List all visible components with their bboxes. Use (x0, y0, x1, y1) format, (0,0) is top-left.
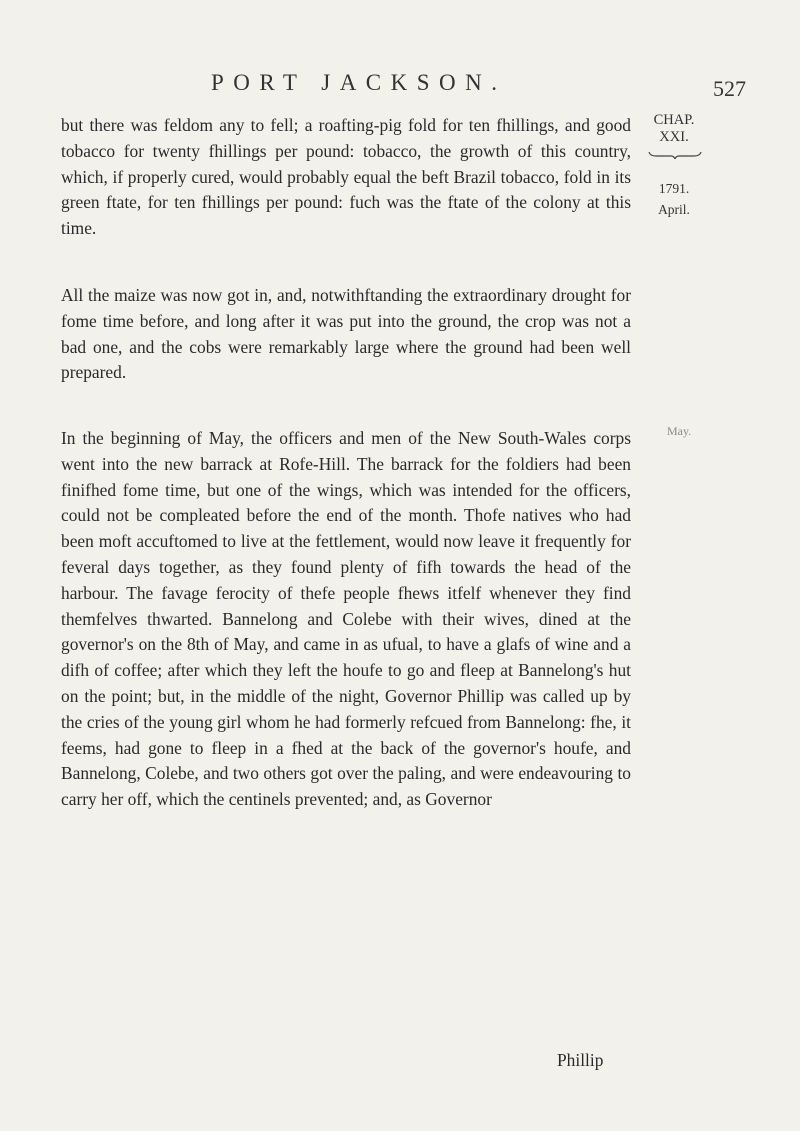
paragraph-text: All the maize was now got in, and, notwithftanding the extraordinary drought for fome time before, and long after it was put into the ground, the crop was not a bad one, and the cobs were remarkably large where the ground had been well prepared. (61, 285, 631, 383)
margin-year: 1791. (658, 181, 690, 196)
chapter-label: CHAP. (653, 112, 695, 128)
paragraph-3 (61, 426, 631, 813)
margin-date (653, 178, 695, 220)
paragraph-2 (61, 283, 631, 386)
running-title: PORT JACKSON. (211, 70, 507, 95)
chapter-number: XXI. (659, 129, 689, 145)
brace-icon (648, 151, 702, 159)
catchword: Phillip (557, 1050, 604, 1070)
margin-month-may: May. (667, 424, 692, 438)
paragraph-text: In the beginning of May, the officers and men of the New South-Wales corps went into the new barrack at Rofe-Hill. The barrack for the foldiers had been finifhed fome time, but one of the wings, which was intended for the officers, could not be compleated before the end of the month. Thofe natives who had been moft accuftomed to live at the fettlement, would now leave it frequently for feveral days together, as they found plenty of fifh towards the head of the harbour. The favage ferocity of thefe people fhews itfelf whenever they find themfelves thwarted. Bannelong and Colebe with their wives, dined at the governor's on the 8th of May, and came in as ufual, to have a glafs of wine and a difh of coffee; after which they left the houfe to go and fleep at Bannelong's hut on the point; but, in the middle of the night, Governor Phillip was called up by the cries of the young girl whom he had formerly refcued from Bannelong: fhe, it feems, had gone to fleep in a fhed at the back of the governor's houfe, and Bannelong, Colebe, and two others got over the paling, and were endeavouring to carry her off, which the centinels prevented; and, as Governor (61, 428, 631, 810)
margin-month-april: April. (658, 202, 690, 217)
paragraph-1 (61, 113, 631, 242)
margin-chapter-heading (646, 112, 702, 146)
page-number: 527 (713, 76, 746, 101)
paragraph-text: but there was feldom any to fell; a roafting-pig fold for ten fhillings, and good tobacco for twenty fhillings per pound: tobacco, the growth of this country, which, if properly cured, would probably equal the beft Brazil tobacco, fold in its green ftate, for ten fhillings per pound: fuch was the ftate of the colony at this time. (61, 115, 631, 239)
